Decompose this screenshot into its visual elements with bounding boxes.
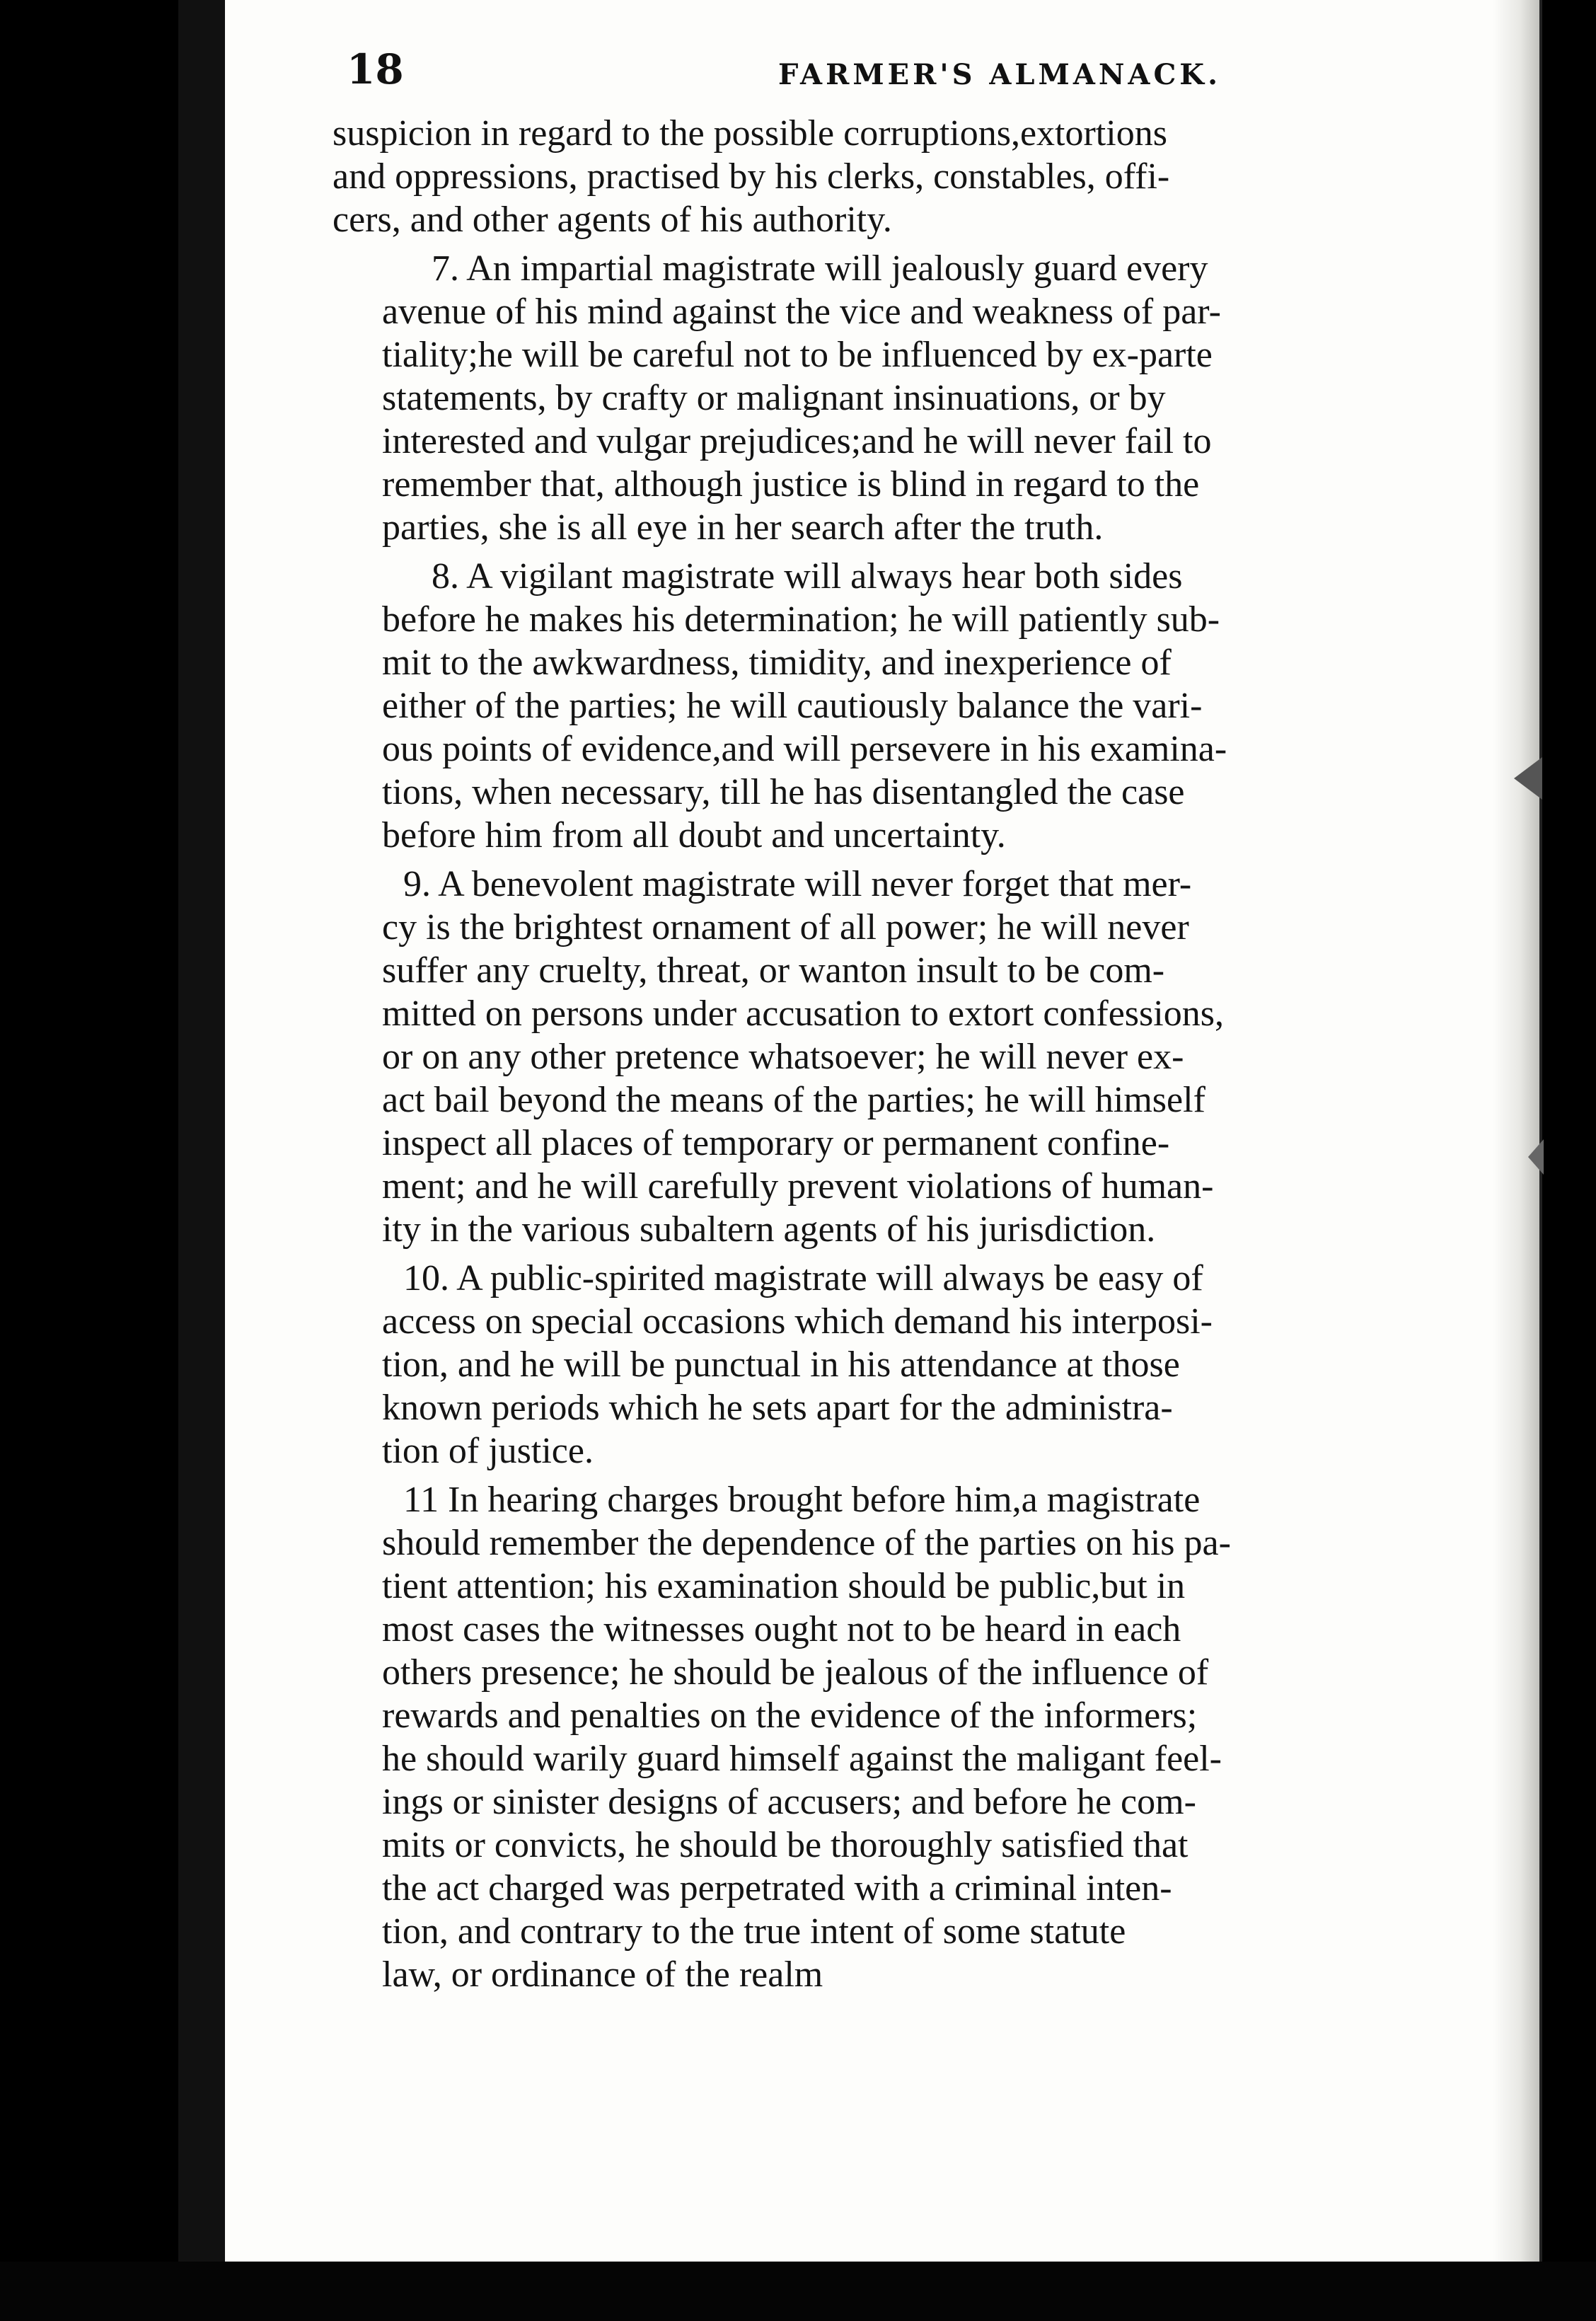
text-line: rewards and penalties on the evidence of the informers; [382,1695,1198,1736]
text-line: interested and vulgar prejudices;and he will never fail to [382,421,1212,461]
text-line: tions, when necessary, till he has disentangled the case [382,772,1185,812]
text-line: others presence; he should be jealous of the influence of [382,1652,1209,1693]
text-line: suspicion in regard to the possible corruptions,extortions [332,113,1167,154]
text-line: known periods which he sets apart for the administra- [382,1388,1173,1428]
text-line: mits or convicts, he should be thoroughly satisfied that [382,1825,1189,1865]
binding-gutter [178,0,228,2321]
text-line: tiality;he will be careful not to be influenced by ex-parte [382,335,1213,375]
text-line: and oppressions, practised by his clerks, constables, offi- [332,156,1170,197]
text-line: the act charged was perpetrated with a criminal inten- [382,1868,1172,1908]
text-line: ity in the various subaltern agents of his jurisdiction. [382,1209,1156,1250]
paragraph-9 [332,863,1436,1251]
paragraph-7 [332,247,1436,549]
page-header [347,45,1450,109]
text-line: act bail beyond the means of the parties; he will himself [382,1080,1205,1120]
text-line: remember that, although justice is blind in regard to the [382,464,1200,505]
text-line: tient attention; his examination should be public,but in [382,1566,1186,1606]
text-line: before he makes his determination; he will patiently sub- [382,599,1220,640]
text-line: or on any other pretence whatsoever; he will never ex- [382,1037,1184,1077]
body-text [332,112,1436,2002]
text-line: 10. A public-spirited magistrate will always be easy of [403,1258,1203,1298]
text-line: ment; and he will carefully prevent violations of human- [382,1166,1214,1206]
bottom-border [0,2262,1596,2321]
text-line: tion of justice. [382,1431,594,1471]
text-line: 8. A vigilant magistrate will always hear both sides [432,556,1183,597]
page-edge-shadow [1493,0,1542,2262]
text-line: 9. A benevolent magistrate will never forget that mer- [403,864,1192,904]
text-line: most cases the witnesses ought not to be heard in each [382,1609,1181,1649]
text-line: 11 In hearing charges brought before him,a magistrate [403,1480,1201,1520]
paragraph-8 [332,555,1436,857]
text-line: 7. An impartial magistrate will jealously guard every [432,248,1208,289]
text-line: should remember the dependence of the parties on his pa- [382,1523,1231,1563]
text-line: he should warily guard himself against the maligant feel- [382,1739,1222,1779]
text-line: law, or ordinance of the realm [382,1954,823,1995]
running-head: FARMER'S ALMANACK. [778,58,1221,91]
text-line: ous points of evidence,and will persevere in his examina- [382,729,1227,769]
page-number: 18 [347,45,404,93]
text-line: avenue of his mind against the vice and weakness of par- [382,292,1221,332]
text-line: tion, and contrary to the true intent of some statute [382,1911,1126,1952]
text-line: ings or sinister designs of accusers; and before he com- [382,1782,1196,1822]
text-line: mit to the awkwardness, timidity, and inexperience of [382,643,1172,683]
text-line: inspect all places of temporary or permanent confine- [382,1123,1170,1163]
text-line: parties, she is all eye in her search after the truth. [382,507,1104,548]
paragraph-continuation [332,112,1436,241]
text-line: suffer any cruelty, threat, or wanton insult to be com- [382,950,1165,991]
paragraph-10 [332,1257,1436,1473]
text-line: cy is the brightest ornament of all power; he will never [382,907,1189,948]
text-line: before him from all doubt and uncertainty. [382,815,1006,856]
text-line: tion, and he will be punctual in his attendance at those [382,1344,1180,1385]
paragraph-11 [332,1478,1436,1996]
text-line: access on special occasions which demand his interposi- [382,1301,1213,1342]
text-line: statements, by crafty or malignant insinuations, or by [382,378,1166,418]
page-edge-line [1539,0,1542,2262]
text-line: either of the parties; he will cautiously balance the vari- [382,686,1203,726]
text-line: cers, and other agents of his authority. [332,200,892,240]
text-line: mitted on persons under accusation to extort confessions, [382,994,1224,1034]
